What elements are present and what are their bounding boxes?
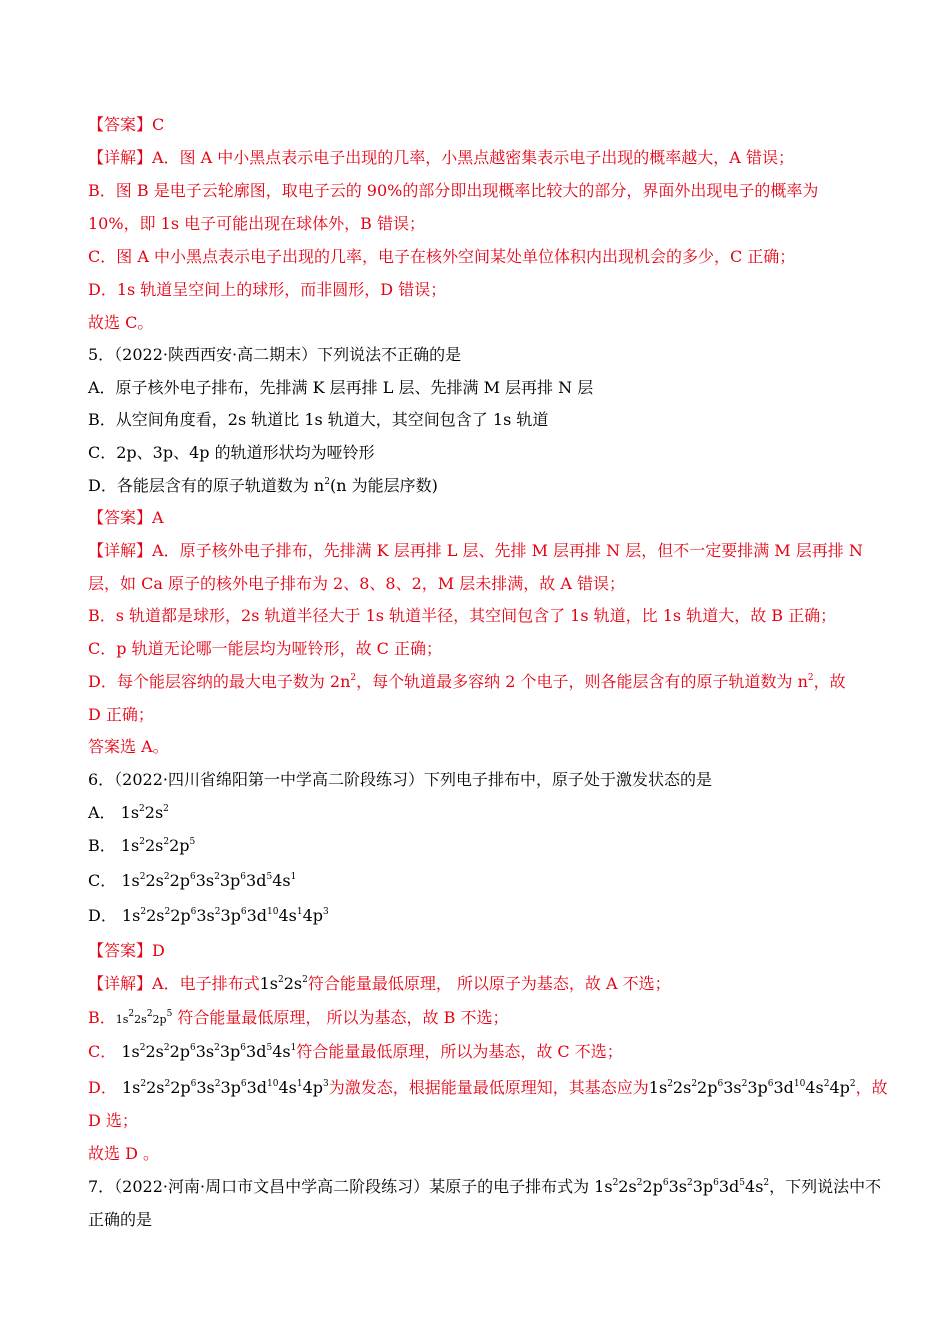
q5-answer: 【答案】A [88, 508, 164, 527]
q7-stem-line2: 正确的是 [88, 1210, 153, 1229]
q5-stem: 5．（2022·陕西西安·高二期末）下列说法不正确的是 [88, 345, 462, 364]
detail-text: D．每个能层容纳的最大电子数为 2n [88, 672, 351, 691]
detail-text: A．原子核外电子排布，先排满 K 层再排 L 层、先排 M 层再排 N 层，但不一定要排满 M 层再排 N [152, 541, 863, 560]
detail-text: A．电子排布式 [152, 974, 260, 993]
q5-conclusion: 答案选 A。 [88, 737, 169, 756]
q5-option-d-note: (n 为能层序数) [329, 476, 438, 495]
detail-text: 为激发态，根据能量最低原理知，其基态应为 [328, 1078, 649, 1097]
q6-detail-a: 【详解】A．电子排布式$1s^22s^2$符合能量最低原理， 所以原子为基态，故 A 不选； [88, 974, 671, 993]
q5-option-d: D．各能层含有的原子轨道数为 $n^2(n$ 为能层序数) [88, 476, 438, 495]
detail-text: B． [88, 1008, 116, 1027]
q7-stem-text: ，下列说法中不 [769, 1177, 882, 1196]
q5-detail-b: B．s 轨道都是球形，2s 轨道半径大于 1s 轨道半径，其空间包含了 1s 轨道，比 1s 轨道大，故 B 正确； [88, 606, 837, 625]
detail-text: ，故 [813, 672, 846, 691]
q7-stem-text: 7．（2022·河南·周口市文昌中学高二阶段练习）某原子的电子排布式为 [88, 1177, 595, 1196]
detail-label: 【详解】 [88, 148, 153, 167]
q6-detail-b: B．$1s^22s^22p^5$ 符合能量最低原理， 所以为基态，故 B 不选； [88, 1008, 509, 1027]
q5-detail-d1: D．每个能层容纳的最大电子数为 $2n^2$，每个轨道最多容纳 2 个电子，则各能层含有的原子轨道数为 $n^2$，故 [88, 672, 846, 691]
q6-conclusion: 故选 D 。 [88, 1144, 160, 1163]
detail-text: 符合能量最低原理， 所以为基态，故 B 不选； [177, 1008, 509, 1027]
q4-detail-b2: 10%，即 1s 电子可能出现在球体外，B 错误； [88, 214, 425, 233]
q4-answer: 【答案】C [88, 115, 165, 134]
q6-option-d: D． $1s^22s^22p^63s^23p^63d^{10}4s^14p^3$ [88, 906, 329, 925]
q6-option-c: C． $1s^22s^22p^63s^23p^63d^54s^1$ [88, 871, 297, 890]
detail-text: 符合能量最低原理，所以为基态，故 C 不选； [296, 1042, 623, 1061]
detail-text: C． [88, 1042, 117, 1061]
q4-detail-c: C．图 A 中小黑点表示电子出现的几率，电子在核外空间某处单位体积内出现机会的多少，C 正确； [88, 247, 796, 266]
option-label: D． [88, 906, 117, 925]
q6-answer: 【答案】D [88, 941, 165, 960]
q6-detail-d: D． $1s^22s^22p^63s^23p^63d^{10}4s^14p^3$为激发态，根据能量最低原理知，其基态应为$1s^22s^22p^63s^23p^63d^{10}4s^24p^2$，故 [88, 1078, 888, 1097]
detail-text: 符合能量最低原理， 所以原子为基态，故 A 不选； [307, 974, 671, 993]
q5-detail-d2: D 正确； [88, 705, 154, 724]
detail-label: 【详解】 [88, 541, 153, 560]
q7-stem: 7．（2022·河南·周口市文昌中学高二阶段练习）某原子的电子排布式为 $1s^22s^22p^63s^23p^63d^54s^2$，下列说法中不 [88, 1177, 882, 1196]
q5-option-b: B．从空间角度看，2s 轨道比 1s 轨道大，其空间包含了 1s 轨道 [88, 410, 549, 429]
q5-detail-a1 [88, 541, 866, 561]
q4-conclusion: 故选 C。 [88, 313, 154, 332]
q5-detail-c: C．p 轨道无论哪一能层均为哑铃形，故 C 正确； [88, 639, 442, 658]
q5-detail-a2: 层，如 Ca 原子的核外电子排布为 2、8、8、2，M 层未排满，故 A 错误； [88, 574, 625, 593]
detail-label: 【详解】 [88, 974, 153, 993]
q4-detail-d: D．1s 轨道呈空间上的球形，而非圆形，D 错误； [88, 280, 447, 299]
q4-detail-b1: B．图 B 是电子云轮廓图，取电子云的 90%的部分即出现概率比较大的部分，界面外出现电子的概率为 [88, 181, 819, 200]
q4-detail-a [88, 148, 866, 168]
q6-detail-d2: D 选； [88, 1111, 138, 1130]
option-label: C． [88, 871, 117, 890]
detail-text: ，故 [855, 1078, 888, 1097]
q5-option-a: A．原子核外电子排布，先排满 K 层再排 L 层、先排满 M 层再排 N 层 [88, 378, 594, 397]
q6-option-b: B． $1s^22s^22p^5$ [88, 836, 196, 855]
q6-detail-c: C． $1s^22s^22p^63s^23p^63d^54s^1$符合能量最低原理，所以为基态，故 C 不选； [88, 1042, 623, 1061]
detail-text: D． [88, 1078, 117, 1097]
q5-option-d-text: D．各能层含有的原子轨道数为 n [88, 476, 325, 495]
detail-text: A．图 A 中小黑点表示电子出现的几率，小黑点越密集表示电子出现的概率越大，A 错误； [152, 148, 794, 167]
option-label: B． [88, 836, 116, 855]
q6-stem: 6．（2022·四川省绵阳第一中学高二阶段练习）下列电子排布中，原子处于激发状态的是 [88, 770, 712, 789]
q6-option-a: A． $1s^22s^2$ [88, 803, 169, 822]
option-label: A． [88, 803, 116, 822]
detail-text: ，每个轨道最多容纳 2 个电子，则各能层含有的原子轨道数为 n [356, 672, 808, 691]
q5-option-c: C．2p、3p、4p 的轨道形状均为哑铃形 [88, 443, 375, 462]
